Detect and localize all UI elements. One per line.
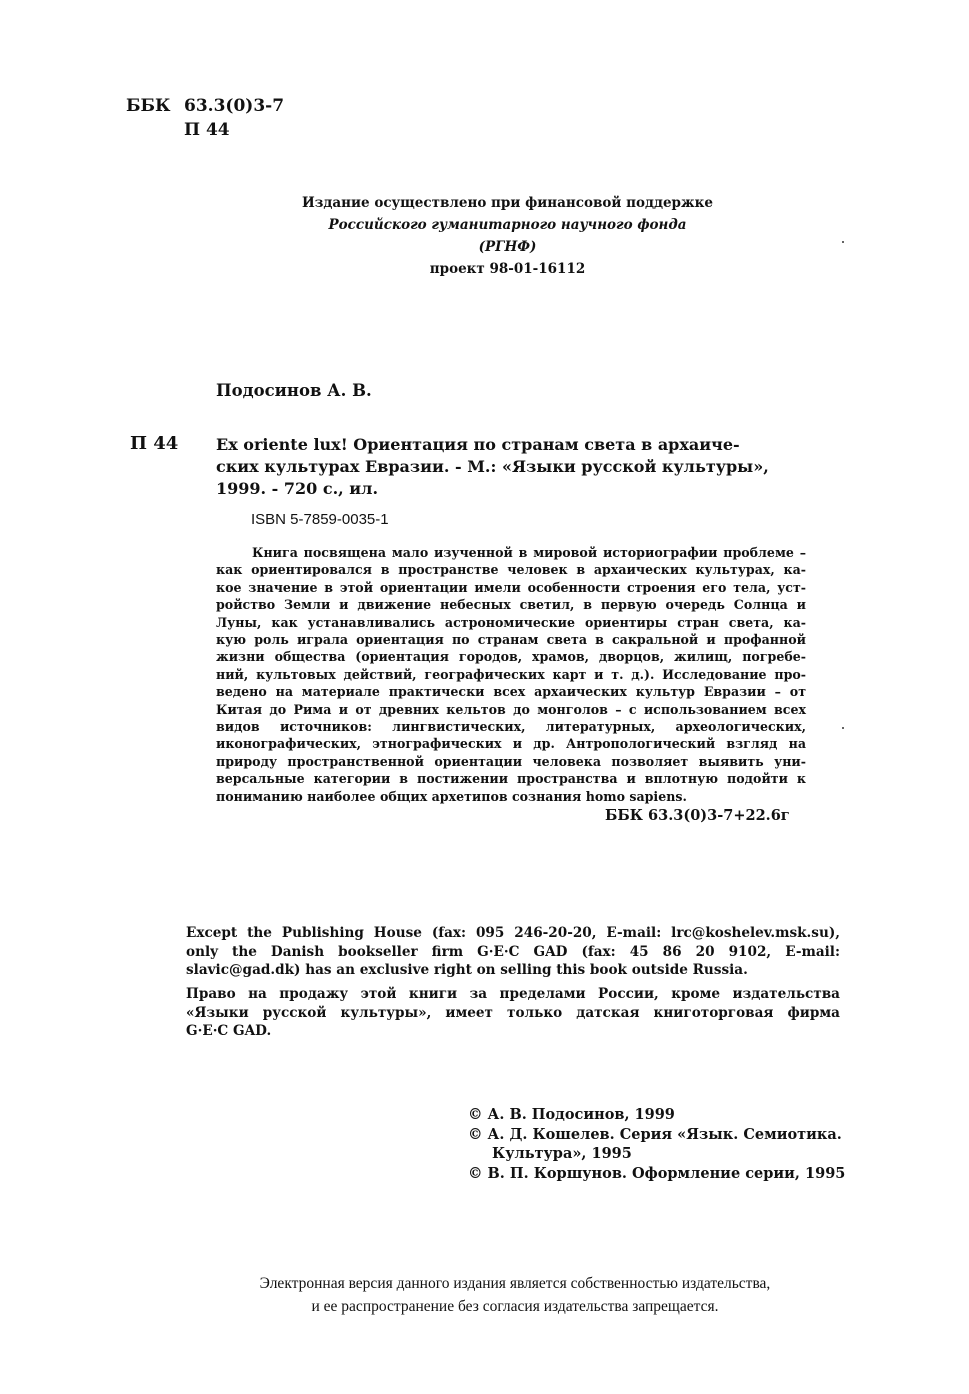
abstract-line: природу пространственной ориентации человека позволяет выявить уни- bbox=[216, 753, 806, 769]
bbk-label: ББК bbox=[126, 96, 171, 116]
copyright-line: Культура», 1995 bbox=[492, 1145, 632, 1162]
funding-line: Издание осуществлено при финансовой поддержке bbox=[302, 195, 713, 211]
author-name: Подосинов А. В. bbox=[216, 381, 372, 400]
abstract-line: ведено на материале практически всех архаических культур Евразии – от bbox=[216, 684, 806, 700]
abstract-line: Книга посвящена мало изученной в мировой историографии проблеме – bbox=[252, 545, 806, 560]
rights-notice-en bbox=[186, 924, 840, 980]
abstract-line: версальные категории в постижении пространства и вплотную подойти к bbox=[216, 771, 806, 787]
funding-fund-name: Российского гуманитарного научного фонда bbox=[328, 217, 687, 233]
bbk-classification bbox=[126, 94, 284, 142]
abstract bbox=[216, 544, 806, 805]
abstract-line: пониманию наиболее общих архетипов сознания homo sapiens. bbox=[216, 788, 687, 804]
copyright-line: © А. В. Подосинов, 1999 bbox=[468, 1106, 675, 1123]
title-line: Ex oriente lux! Ориентация по странам света в архаиче- bbox=[216, 435, 740, 454]
title-line: ских культурах Евразии. - М.: «Языки русской культуры», bbox=[216, 457, 769, 476]
title-line: 1999. - 720 с., ил. bbox=[216, 479, 379, 498]
rights-notice-ru bbox=[186, 985, 840, 1041]
abstract-line: как ориентировался в пространстве человек в архаических культурах, ка- bbox=[216, 562, 806, 578]
scan-speck bbox=[842, 241, 844, 243]
rights-ru-line: G·E·C GAD. bbox=[186, 1023, 272, 1040]
copyright-line: © В. П. Коршунов. Оформление серии, 1995 bbox=[468, 1164, 846, 1182]
abstract-line: ройство Земли и движение небесных светил, в первую очередь Солнца и bbox=[216, 597, 806, 613]
funding-project: проект 98-01-16112 bbox=[429, 261, 586, 277]
rights-ru-line: Право на продажу этой книги за пределами России, кроме издательства bbox=[186, 986, 840, 1002]
bbk-index: П 44 bbox=[184, 120, 230, 140]
isbn: ISBN 5-7859-0035-1 bbox=[251, 511, 389, 528]
electronic-version-notice bbox=[160, 1272, 870, 1318]
bibliographic-title bbox=[216, 434, 806, 500]
abstract-line: ний, культовых действий, географических карт и т. д.). Исследование про- bbox=[216, 666, 806, 682]
footer-line: и ее распространение без согласия издательства запрещается. bbox=[311, 1298, 719, 1315]
abstract-line: иконографических, этнографических и др. Антропологический взгляд на bbox=[216, 736, 806, 752]
rights-en-line: Except the Publishing House (fax: 095 246-20-20, E-mail: lrc@koshelev.msk.su), bbox=[186, 925, 840, 941]
funding-notice bbox=[260, 192, 755, 280]
bbk-code: 63.3(0)3-7 bbox=[184, 96, 285, 116]
bbk-bottom-code: ББК 63.3(0)3-7+22.6г bbox=[605, 807, 790, 824]
funding-fund-abbr: (РГНФ) bbox=[478, 239, 537, 255]
copyright-notices bbox=[468, 1105, 848, 1183]
abstract-line: жизни общества (ориентация городов, храмов, дворцов, жилищ, погребе- bbox=[216, 649, 806, 665]
abstract-line: кую роль играла ориентация по странам света в сакральной и профанной bbox=[216, 632, 806, 648]
abstract-line: кое значение в этой ориентации имели особенности строения его тела, уст- bbox=[216, 579, 806, 595]
abstract-line: видов источников: лингвистических, литературных, археологических, bbox=[216, 719, 806, 735]
scan-speck bbox=[842, 727, 844, 729]
rights-en-line: only the Danish bookseller firm G·E·C GAD (fax: 45 86 20 9102, E-mail: bbox=[186, 943, 840, 960]
abstract-line: Луны, как устанавливались астрономические ориентиры стран света, ка- bbox=[216, 614, 806, 630]
rights-ru-line: «Языки русской культуры», имеет только датская книготорговая фирма bbox=[186, 1004, 840, 1021]
index-mark: П 44 bbox=[130, 433, 179, 454]
copyright-line: © А. Д. Кошелев. Серия «Язык. Семиотика. bbox=[468, 1125, 842, 1143]
rights-en-line: slavic@gad.dk) has an exclusive right on selling this book outside Russia. bbox=[186, 962, 748, 979]
footer-line: Электронная версия данного издания является собственностью издательства, bbox=[259, 1275, 771, 1292]
abstract-line: Китая до Рима и от древних кельтов до монголов – с использованием всех bbox=[216, 701, 806, 717]
